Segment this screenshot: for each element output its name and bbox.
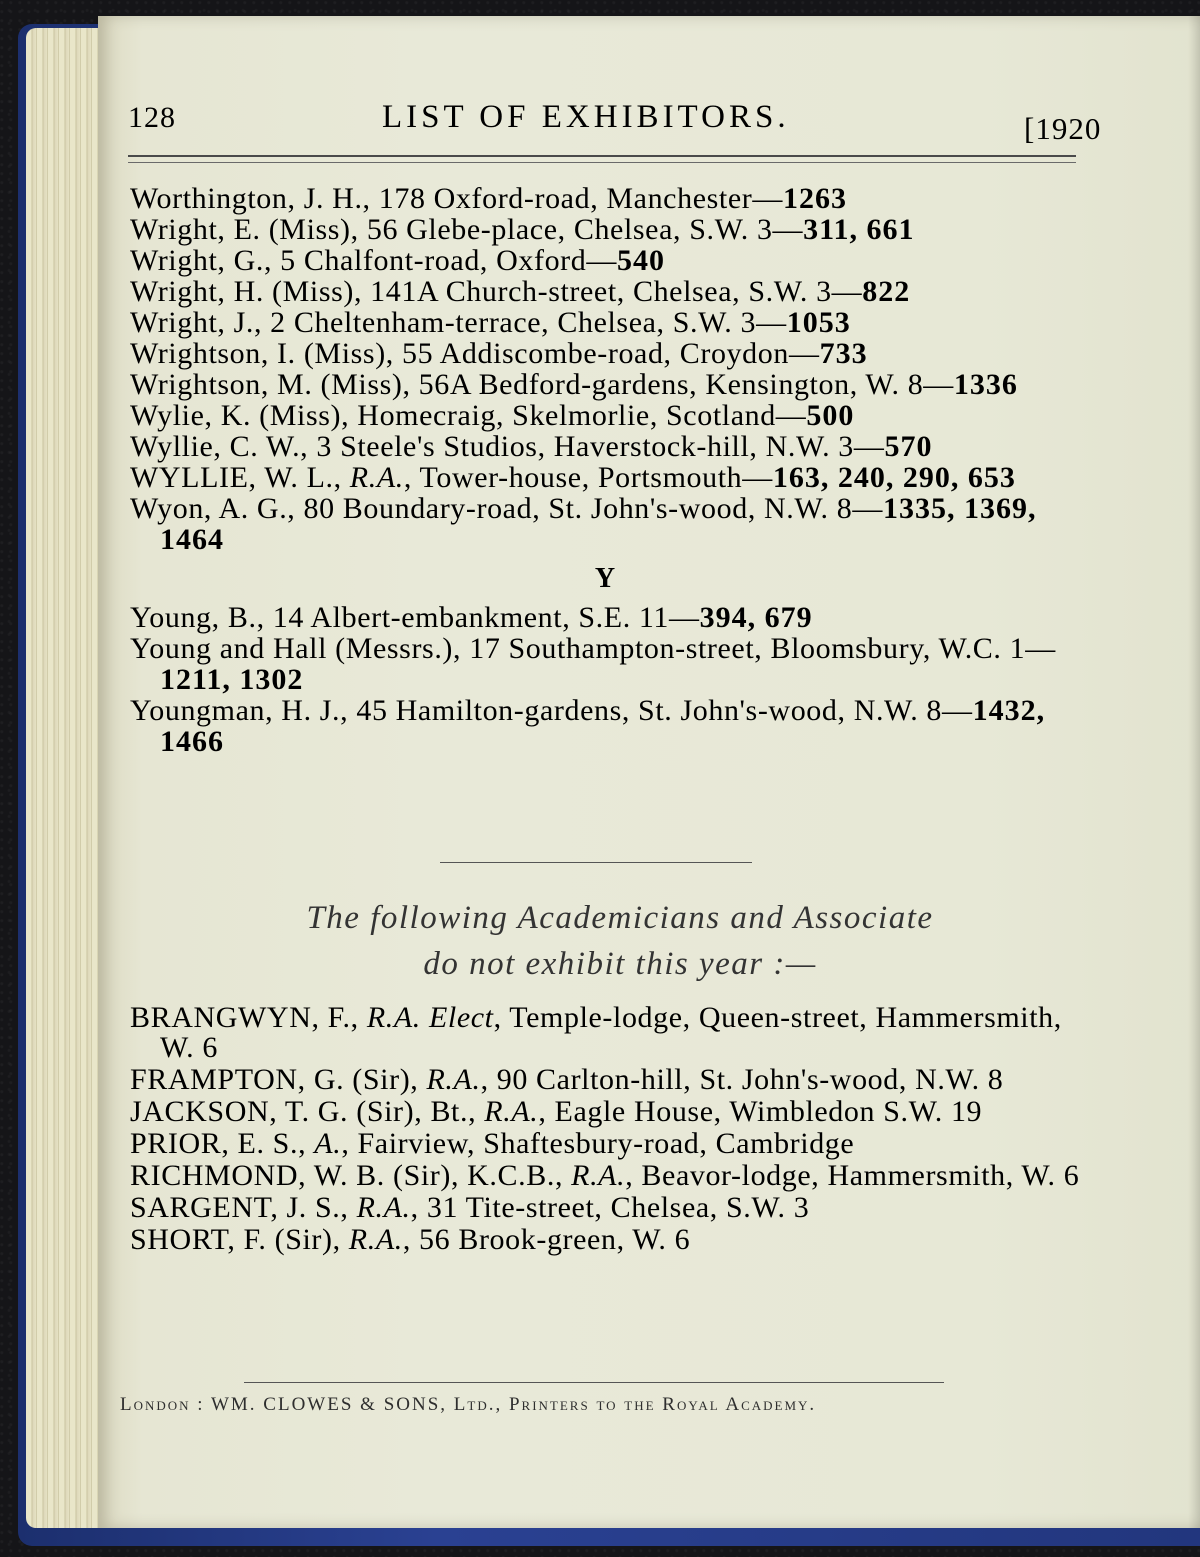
printer-imprint: London : WM. CLOWES & SONS, Ltd., Printers to the Royal Academy.: [120, 1394, 817, 1415]
list-item: Wylie, K. (Miss), Homecraig, Skelmorlie, Scotland—500: [130, 399, 855, 432]
section-letter: Y: [594, 563, 616, 594]
list-item: JACKSON, T. G. (Sir), Bt., R.A., Eagle House, Wimbledon S.W. 19: [130, 1095, 983, 1128]
header-rule-thin: [128, 162, 1076, 163]
list-item: WYLLIE, W. L., R.A., Tower-house, Portsmouth—163, 240, 290, 653: [130, 461, 1016, 494]
list-item: SARGENT, J. S., R.A., 31 Tite-street, Chelsea, S.W. 3: [130, 1191, 810, 1224]
list-item: BRANGWYN, F., R.A. Elect, Temple-lodge, Queen-street, Hammersmith, W. 6: [130, 1001, 1062, 1064]
page-shadow: [1188, 16, 1200, 1528]
list-item: Wrightson, M. (Miss), 56A Bedford-gardens, Kensington, W. 8—1336: [130, 368, 1018, 401]
absentee-list: [130, 1003, 1082, 1257]
list-item: Young and Hall (Messrs.), 17 Southampton-street, Bloomsbury, W.C. 1—1211, 1302: [130, 632, 1056, 696]
list-item: Young, B., 14 Albert-embankment, S.E. 11—394, 679: [130, 601, 813, 634]
list-item: Wright, H. (Miss), 141A Church-street, Chelsea, S.W. 3—822: [130, 275, 911, 308]
list-item: SHORT, F. (Sir), R.A., 56 Brook-green, W. 6: [130, 1223, 691, 1256]
list-item: Wyllie, C. W., 3 Steele's Studios, Haverstock-hill, N.W. 3—570: [130, 430, 933, 463]
page-title: LIST OF EXHIBITORS.: [382, 99, 790, 135]
page-number: 128: [128, 101, 176, 134]
list-item: Worthington, J. H., 178 Oxford-road, Manchester—1263: [130, 182, 847, 215]
header-rule: [128, 155, 1076, 157]
list-item: RICHMOND, W. B. (Sir), K.C.B., R.A., Beavor-lodge, Hammersmith, W. 6: [130, 1159, 1080, 1192]
note-line-1: The following Academicians and Associate: [306, 900, 934, 936]
absentee-note: [160, 895, 1080, 987]
list-item: Youngman, H. J., 45 Hamilton-gardens, St. John's-wood, N.W. 8—1432, 1466: [130, 694, 1046, 758]
list-item: Wyon, A. G., 80 Boundary-road, St. John's-wood, N.W. 8—1335, 1369, 1464: [130, 492, 1037, 556]
list-item: Wright, J., 2 Cheltenham-terrace, Chelsea, S.W. 3—1053: [130, 306, 851, 339]
list-item: Wrightson, I. (Miss), 55 Addiscombe-road, Croydon—733: [130, 337, 868, 370]
exhibitor-list: [130, 183, 1080, 757]
running-head: [128, 95, 1102, 146]
section-divider: [440, 862, 752, 863]
note-line-2: do not exhibit this year :—: [423, 946, 817, 982]
list-item: Wright, E. (Miss), 56 Glebe-place, Chelsea, S.W. 3—311, 661: [130, 213, 915, 246]
list-item: Wright, G., 5 Chalfont-road, Oxford—540: [130, 244, 665, 277]
list-item: FRAMPTON, G. (Sir), R.A., 90 Carlton-hill, St. John's-wood, N.W. 8: [130, 1063, 1004, 1096]
footer-rule: [244, 1382, 944, 1383]
year-mark: [1920: [1024, 111, 1102, 146]
list-item: PRIOR, E. S., A., Fairview, Shaftesbury-road, Cambridge: [130, 1127, 855, 1160]
